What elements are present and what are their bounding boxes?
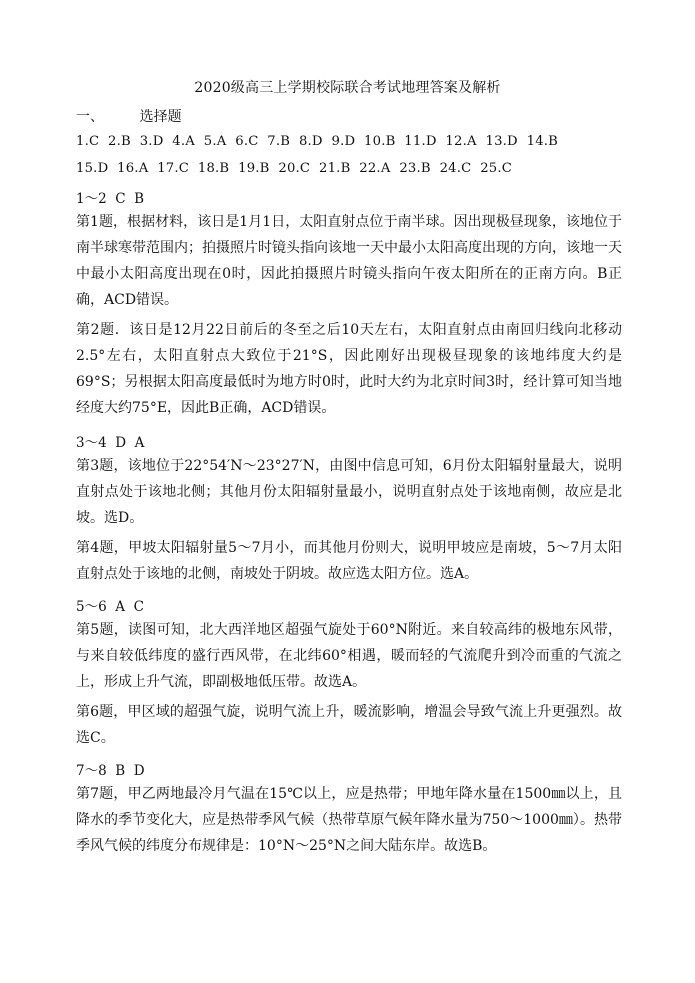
- question-group-heading: 5～6 A C: [76, 599, 144, 615]
- question-group-heading: 7～8 B D: [76, 763, 145, 779]
- explanation-paragraph: 第5题，读图可知，北大西洋地区超强气旋处于60°N附近。来自较高纬的极地东风带，与来自较低纬度的盛行西风带，在北纬60°相遇，暖而轻的气流爬升到冷而重的气流之上，形成上升气流，即副极地低压带。故选A。: [76, 622, 622, 690]
- question-group-heading: 1～2 C B: [76, 191, 145, 207]
- explanation-paragraph: 第4题，甲坡太阳辐射量5～7月小，而其他月份则大，说明甲坡应是南坡，5～7月太阳直射点处于该地的北侧，南坡处于阴坡。故应选太阳方位。选A。: [76, 540, 622, 582]
- explanation-paragraph: 第6题，甲区域的超强气旋，说明气流上升，暖流影响，增温会导致气流上升更强烈。故选C。: [76, 704, 622, 746]
- explanation-paragraph: 第2题．该日是12月22日前后的冬至之后10天左右，太阳直射点由南回归线向北移动2.5°左右，太阳直射点大致位于21°S，因此刚好出现极昼现象的该地纬度大约是69°S；另根据太阳高度最低时为地方时0时，此时大约为北京时间3时，经计算可知当地经度大约75°E，因此B正确，ACD错误。: [76, 322, 622, 416]
- question-group-heading: 3～4 D A: [76, 435, 145, 451]
- answer-row-1: 1.C 2.B 3.D 4.A 5.A 6.C 7.B 8.D 9.D 10.B 11.D 12.A 13.D 14.B: [76, 134, 559, 149]
- explanation-paragraph: 第7题，甲乙两地最冷月气温在15℃以上，应是热带；甲地年降水量在1500㎜以上，且降水的季节变化大，应是热带季风气候（热带草原气候年降水量为750～1000㎜）。热带季风气候的纬度分布规律是：10°N～25°N之间大陆东岸。故选B。: [76, 786, 622, 854]
- explanation-paragraph: 第1题，根据材料，该日是1月1日，太阳直射点位于南半球。因出现极昼现象，该地位于南半球寒带范围内；拍摄照片时镜头指向该地一天中最小太阳高度出现的方向，该地一天中最小太阳高度出现在0时，因此拍摄照片时镜头指向午夜太阳所在的正南方向。B正确，ACD错误。: [76, 214, 622, 308]
- explanation-paragraph: 第3题，该地位于22°54′N～23°27′N，由图中信息可知，6月份太阳辐射量最大，说明直射点处于该地北侧；其他月份太阳辐射量最小，说明直射点处于该地南侧，故应是北坡。选D。: [76, 458, 622, 526]
- section-heading: 一、 选择题: [76, 109, 182, 125]
- answer-row-2: 15.D 16.A 17.C 18.B 19.B 20.C 21.B 22.A 23.B 24.C 25.C: [76, 161, 513, 176]
- page-title: 2020级高三上学期校际联合考试地理答案及解析: [194, 80, 501, 96]
